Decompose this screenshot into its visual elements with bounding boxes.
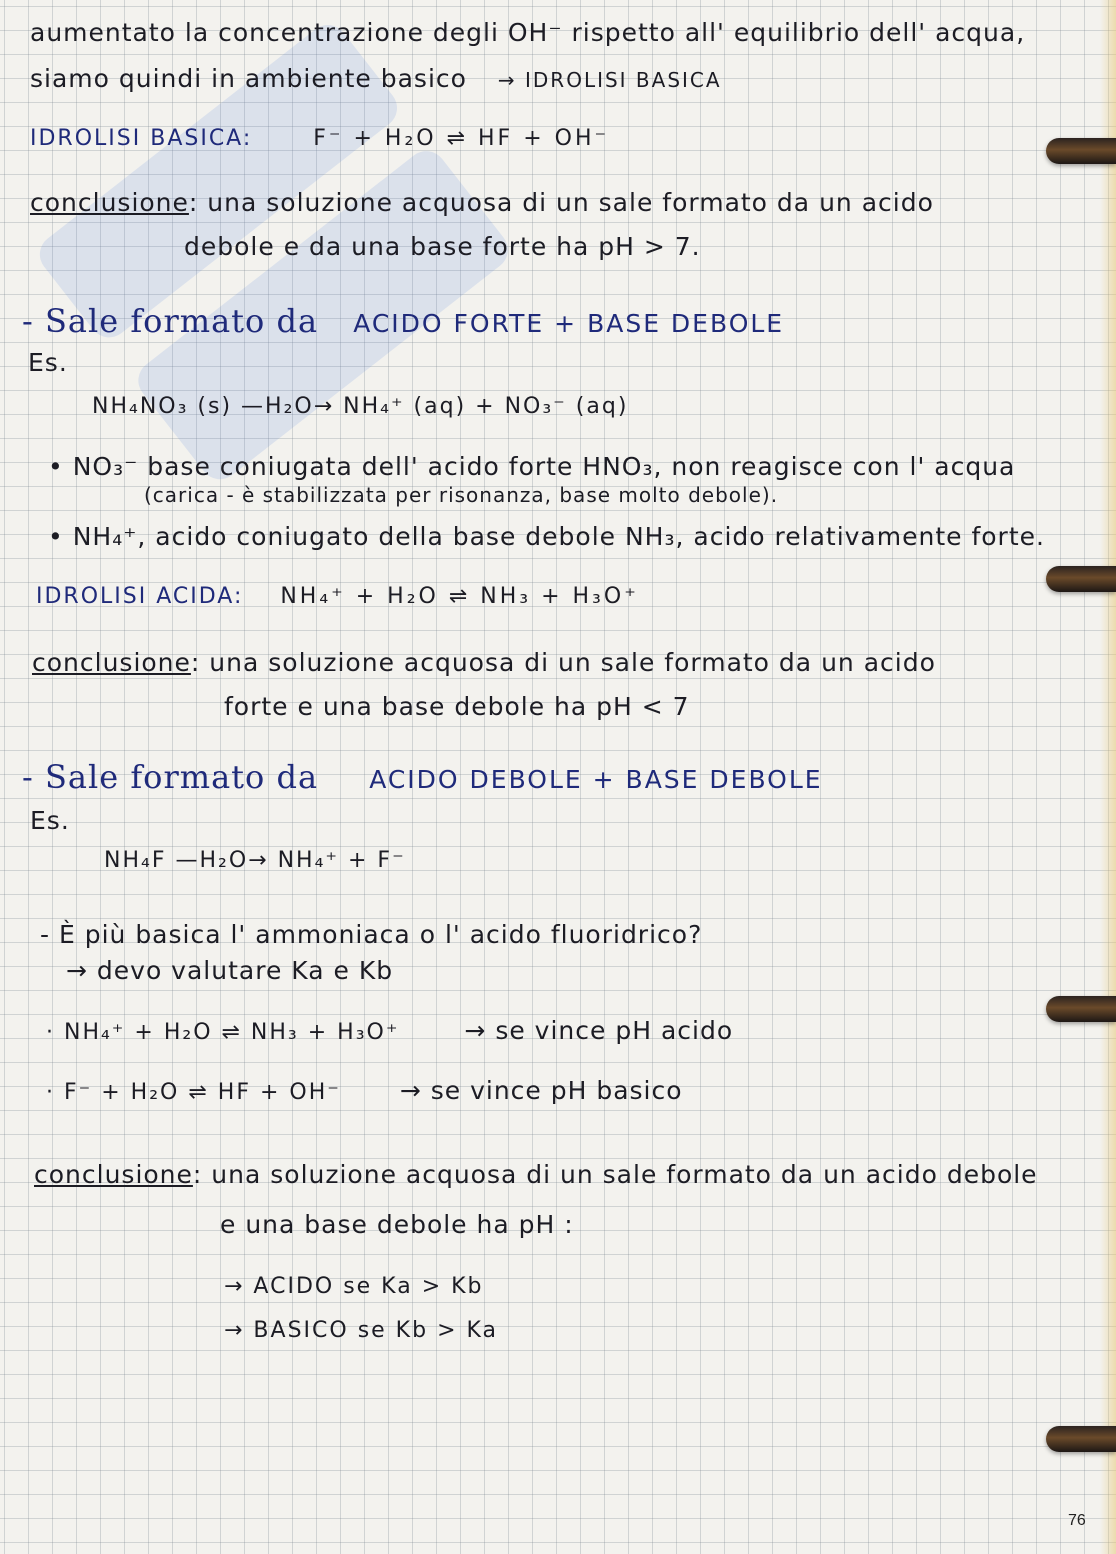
reaction-result: → se vince pH acido: [464, 1016, 734, 1045]
page-edge: [1100, 0, 1116, 1554]
reaction-result: → se vince pH basico: [399, 1076, 683, 1105]
binder-ring: [1046, 138, 1116, 164]
case-line: → ACIDO se Ka > Kb: [224, 1274, 484, 1299]
conclusion-line: [34, 1160, 1038, 1190]
case-line: → BASICO se Kb > Ka: [224, 1318, 499, 1343]
dissociation-equation: NH₄NO₃ (s) —H₂O→ NH₄⁺ (aq) + NO₃⁻ (aq): [92, 394, 629, 419]
basic-label: IDROLISI BASICA:: [30, 126, 253, 151]
binder-ring: [1046, 996, 1116, 1022]
binder-ring: [1046, 566, 1116, 592]
conclusion-text: : una soluzione acquosa di un sale formato da un acido: [188, 188, 934, 217]
reaction-line: [46, 1016, 733, 1048]
conclusion-line: [30, 188, 934, 218]
conclusion-line: e una base debole ha pH :: [220, 1210, 574, 1239]
conclusion-label: conclusione: [34, 1160, 193, 1189]
dissociation-equation: NH₄F —H₂O→ NH₄⁺ + F⁻: [104, 848, 406, 873]
heading-script: - Sale formato da: [22, 302, 319, 340]
heading-caps: ACIDO FORTE + BASE DEBOLE: [353, 309, 785, 338]
bullet-line: (carica - è stabilizzata per risonanza, base molto debole).: [144, 483, 779, 507]
example-label: Es.: [28, 348, 68, 377]
acid-equation: NH₄⁺ + H₂O ⇌ NH₃ + H₃O⁺: [280, 584, 639, 609]
conclusion-line: [32, 648, 936, 678]
question-line: - È più basica l' ammoniaca o l' acido fluoridrico?: [40, 920, 703, 949]
reaction-line: [46, 1076, 683, 1108]
conclusion-text: : una soluzione acquosa di un sale formato da un acido debole: [192, 1160, 1038, 1189]
conclusion-line: forte e una base debole ha pH < 7: [224, 692, 690, 721]
bullet-line: • NO₃⁻ base coniugata dell' acido forte HNO₃, non reagisce con l' acqua: [48, 452, 1016, 481]
heading-caps: ACIDO DEBOLE + BASE DEBOLE: [369, 765, 823, 794]
note-tag: → IDROLISI BASICA: [497, 68, 722, 92]
acid-label: IDROLISI ACIDA:: [36, 584, 244, 609]
hydrolysis-acid-line: [36, 580, 639, 612]
page-number: 76: [1068, 1512, 1086, 1529]
hydrolysis-basic-line: [30, 122, 609, 154]
section-heading: [22, 758, 823, 796]
section-heading: [22, 302, 785, 340]
reaction-equation: · NH₄⁺ + H₂O ⇌ NH₃ + H₃O⁺: [46, 1020, 400, 1045]
bullet-line: • NH₄⁺, acido coniugato della base debole NH₃, acido relativamente forte.: [48, 522, 1045, 551]
note-text: siamo quindi in ambiente basico: [30, 64, 467, 93]
conclusion-label: conclusione: [32, 648, 191, 677]
question-line: → devo valutare Ka e Kb: [66, 956, 394, 985]
heading-script: - Sale formato da: [22, 758, 319, 796]
note-line: [30, 64, 722, 95]
basic-equation: F⁻ + H₂O ⇌ HF + OH⁻: [313, 126, 610, 151]
reaction-equation: · F⁻ + H₂O ⇌ HF + OH⁻: [46, 1080, 341, 1105]
conclusion-line: debole e da una base forte ha pH > 7.: [184, 232, 701, 261]
note-line: aumentato la concentrazione degli OH⁻ rispetto all' equilibrio dell' acqua,: [30, 18, 1026, 47]
example-label: Es.: [30, 806, 70, 835]
conclusion-label: conclusione: [30, 188, 189, 217]
binder-ring: [1046, 1426, 1116, 1452]
conclusion-text: : una soluzione acquosa di un sale formato da un acido: [190, 648, 936, 677]
